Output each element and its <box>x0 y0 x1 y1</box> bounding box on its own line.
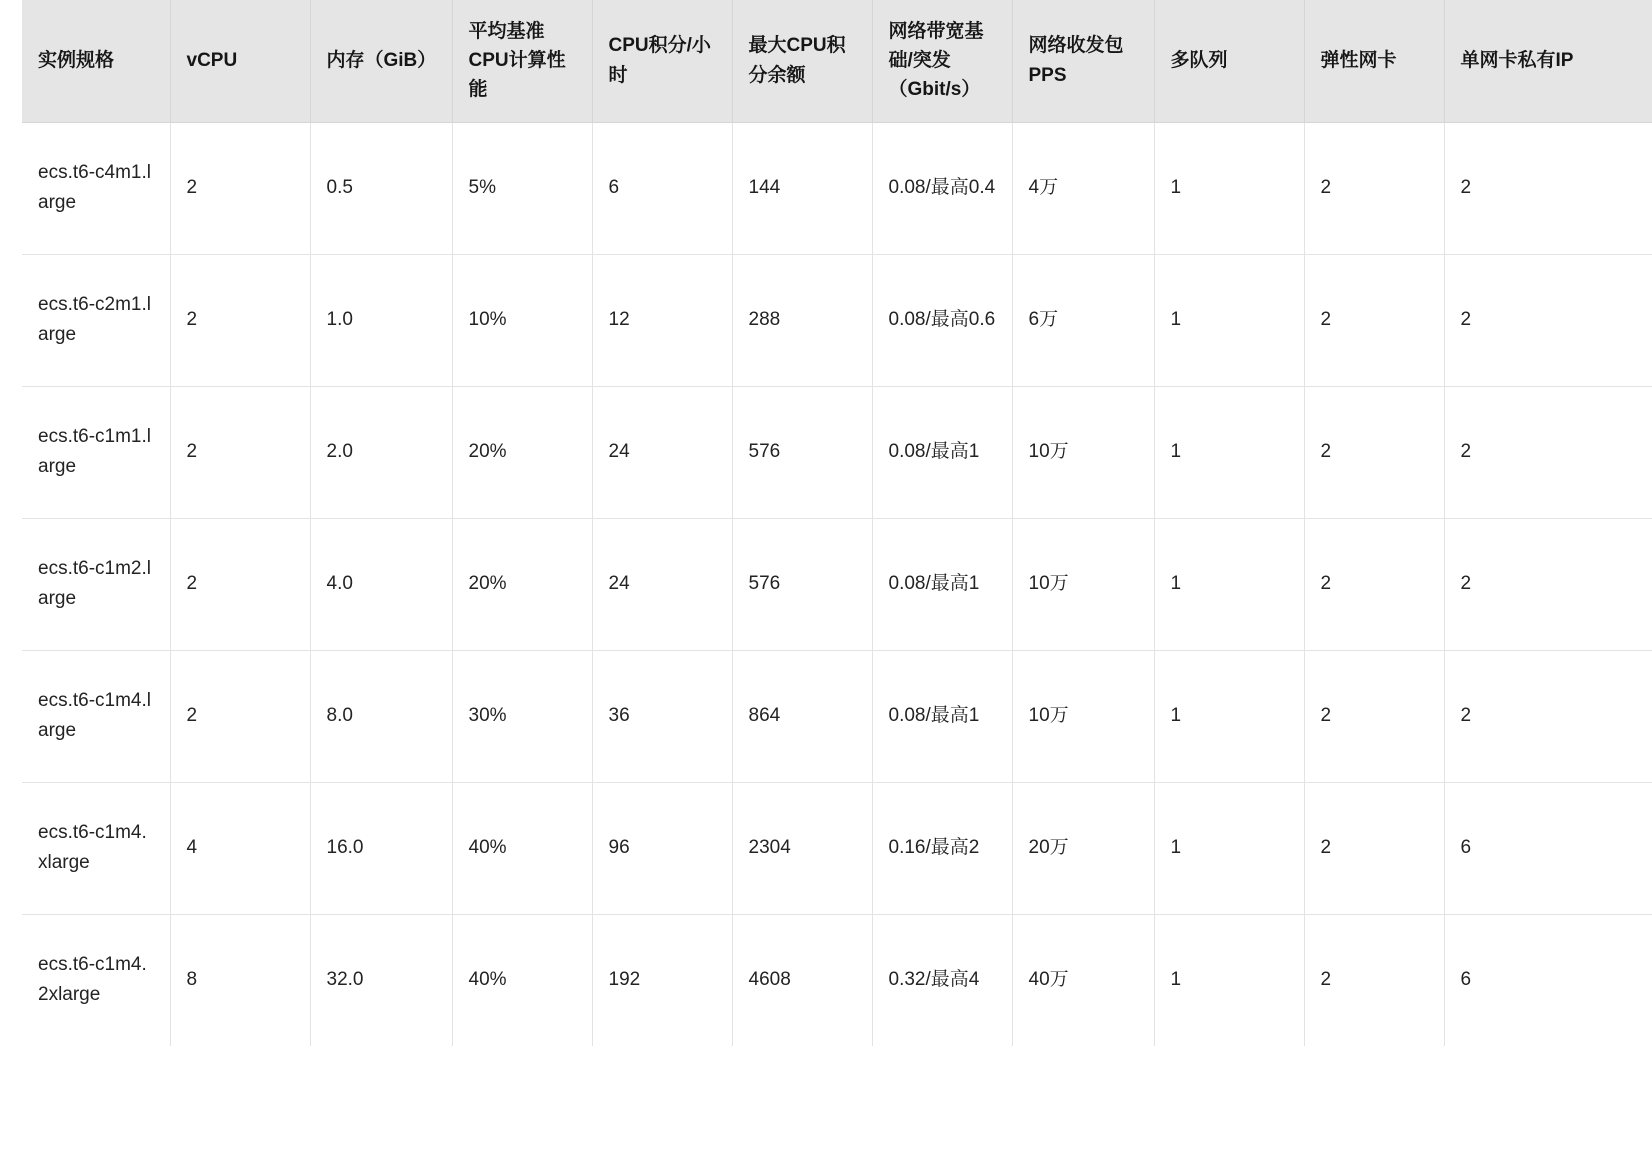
cell-memory: 8.0 <box>310 650 452 782</box>
cell-network-bandwidth: 0.32/最高4 <box>872 914 1012 1046</box>
cell-memory: 2.0 <box>310 386 452 518</box>
table-row <box>22 518 1652 650</box>
column-header-elastic-nic: 弹性网卡 <box>1304 0 1444 122</box>
cell-memory: 16.0 <box>310 782 452 914</box>
cell-elastic-nic: 2 <box>1304 782 1444 914</box>
cell-elastic-nic: 2 <box>1304 518 1444 650</box>
cell-baseline-cpu: 20% <box>452 518 592 650</box>
cell-private-ip: 6 <box>1444 782 1652 914</box>
cell-cpu-credits-per-hour: 24 <box>592 386 732 518</box>
cell-max-cpu-credits: 4608 <box>732 914 872 1046</box>
table-header-row <box>22 0 1652 122</box>
cell-multi-queue: 1 <box>1154 650 1304 782</box>
cell-multi-queue: 1 <box>1154 386 1304 518</box>
cell-vcpu: 8 <box>170 914 310 1046</box>
cell-network-pps: 10万 <box>1012 650 1154 782</box>
cell-network-bandwidth: 0.08/最高0.6 <box>872 254 1012 386</box>
cell-cpu-credits-per-hour: 6 <box>592 122 732 254</box>
table-body <box>22 122 1652 1046</box>
cell-private-ip: 2 <box>1444 254 1652 386</box>
cell-baseline-cpu: 10% <box>452 254 592 386</box>
cell-network-pps: 6万 <box>1012 254 1154 386</box>
cell-network-bandwidth: 0.08/最高1 <box>872 650 1012 782</box>
column-header-max-cpu-credits: 最大CPU积分余额 <box>732 0 872 122</box>
table-header <box>22 0 1652 122</box>
cell-multi-queue: 1 <box>1154 782 1304 914</box>
cell-instance-type: ecs.t6-c1m2.large <box>22 518 170 650</box>
table-row <box>22 122 1652 254</box>
cell-instance-type: ecs.t6-c4m1.large <box>22 122 170 254</box>
table-row <box>22 254 1652 386</box>
cell-max-cpu-credits: 864 <box>732 650 872 782</box>
table-row <box>22 914 1652 1046</box>
table-row <box>22 650 1652 782</box>
cell-cpu-credits-per-hour: 36 <box>592 650 732 782</box>
cell-baseline-cpu: 20% <box>452 386 592 518</box>
cell-network-pps: 40万 <box>1012 914 1154 1046</box>
cell-private-ip: 2 <box>1444 386 1652 518</box>
cell-baseline-cpu: 40% <box>452 782 592 914</box>
cell-cpu-credits-per-hour: 96 <box>592 782 732 914</box>
cell-cpu-credits-per-hour: 12 <box>592 254 732 386</box>
cell-vcpu: 2 <box>170 386 310 518</box>
cell-memory: 0.5 <box>310 122 452 254</box>
cell-vcpu: 4 <box>170 782 310 914</box>
cell-network-bandwidth: 0.08/最高1 <box>872 518 1012 650</box>
column-header-memory: 内存（GiB） <box>310 0 452 122</box>
column-header-vcpu: vCPU <box>170 0 310 122</box>
cell-cpu-credits-per-hour: 192 <box>592 914 732 1046</box>
column-header-network-bandwidth: 网络带宽基础/突发（Gbit/s） <box>872 0 1012 122</box>
cell-max-cpu-credits: 576 <box>732 518 872 650</box>
cell-elastic-nic: 2 <box>1304 254 1444 386</box>
cell-private-ip: 2 <box>1444 650 1652 782</box>
cell-multi-queue: 1 <box>1154 122 1304 254</box>
table-row <box>22 782 1652 914</box>
cell-private-ip: 2 <box>1444 518 1652 650</box>
column-header-baseline-cpu: 平均基准CPU计算性能 <box>452 0 592 122</box>
cell-private-ip: 6 <box>1444 914 1652 1046</box>
table-row <box>22 386 1652 518</box>
cell-vcpu: 2 <box>170 518 310 650</box>
cell-baseline-cpu: 40% <box>452 914 592 1046</box>
column-header-network-pps: 网络收发包PPS <box>1012 0 1154 122</box>
cell-multi-queue: 1 <box>1154 914 1304 1046</box>
cell-network-bandwidth: 0.08/最高1 <box>872 386 1012 518</box>
cell-network-pps: 10万 <box>1012 518 1154 650</box>
cell-instance-type: ecs.t6-c1m4.2xlarge <box>22 914 170 1046</box>
cell-max-cpu-credits: 576 <box>732 386 872 518</box>
cell-multi-queue: 1 <box>1154 518 1304 650</box>
cell-private-ip: 2 <box>1444 122 1652 254</box>
cell-instance-type: ecs.t6-c1m4.xlarge <box>22 782 170 914</box>
instance-spec-table <box>22 0 1652 1046</box>
cell-max-cpu-credits: 144 <box>732 122 872 254</box>
cell-network-pps: 4万 <box>1012 122 1154 254</box>
cell-network-pps: 10万 <box>1012 386 1154 518</box>
cell-vcpu: 2 <box>170 254 310 386</box>
cell-instance-type: ecs.t6-c1m4.large <box>22 650 170 782</box>
cell-network-bandwidth: 0.08/最高0.4 <box>872 122 1012 254</box>
column-header-multi-queue: 多队列 <box>1154 0 1304 122</box>
column-header-private-ip: 单网卡私有IP <box>1444 0 1652 122</box>
cell-instance-type: ecs.t6-c2m1.large <box>22 254 170 386</box>
column-header-instance-type: 实例规格 <box>22 0 170 122</box>
cell-baseline-cpu: 5% <box>452 122 592 254</box>
cell-max-cpu-credits: 2304 <box>732 782 872 914</box>
cell-vcpu: 2 <box>170 650 310 782</box>
cell-elastic-nic: 2 <box>1304 122 1444 254</box>
cell-max-cpu-credits: 288 <box>732 254 872 386</box>
cell-memory: 4.0 <box>310 518 452 650</box>
cell-vcpu: 2 <box>170 122 310 254</box>
cell-multi-queue: 1 <box>1154 254 1304 386</box>
cell-baseline-cpu: 30% <box>452 650 592 782</box>
column-header-cpu-credits-per-hour: CPU积分/小时 <box>592 0 732 122</box>
cell-elastic-nic: 2 <box>1304 650 1444 782</box>
cell-network-pps: 20万 <box>1012 782 1154 914</box>
cell-instance-type: ecs.t6-c1m1.large <box>22 386 170 518</box>
cell-cpu-credits-per-hour: 24 <box>592 518 732 650</box>
cell-elastic-nic: 2 <box>1304 914 1444 1046</box>
cell-elastic-nic: 2 <box>1304 386 1444 518</box>
cell-memory: 32.0 <box>310 914 452 1046</box>
cell-network-bandwidth: 0.16/最高2 <box>872 782 1012 914</box>
cell-memory: 1.0 <box>310 254 452 386</box>
